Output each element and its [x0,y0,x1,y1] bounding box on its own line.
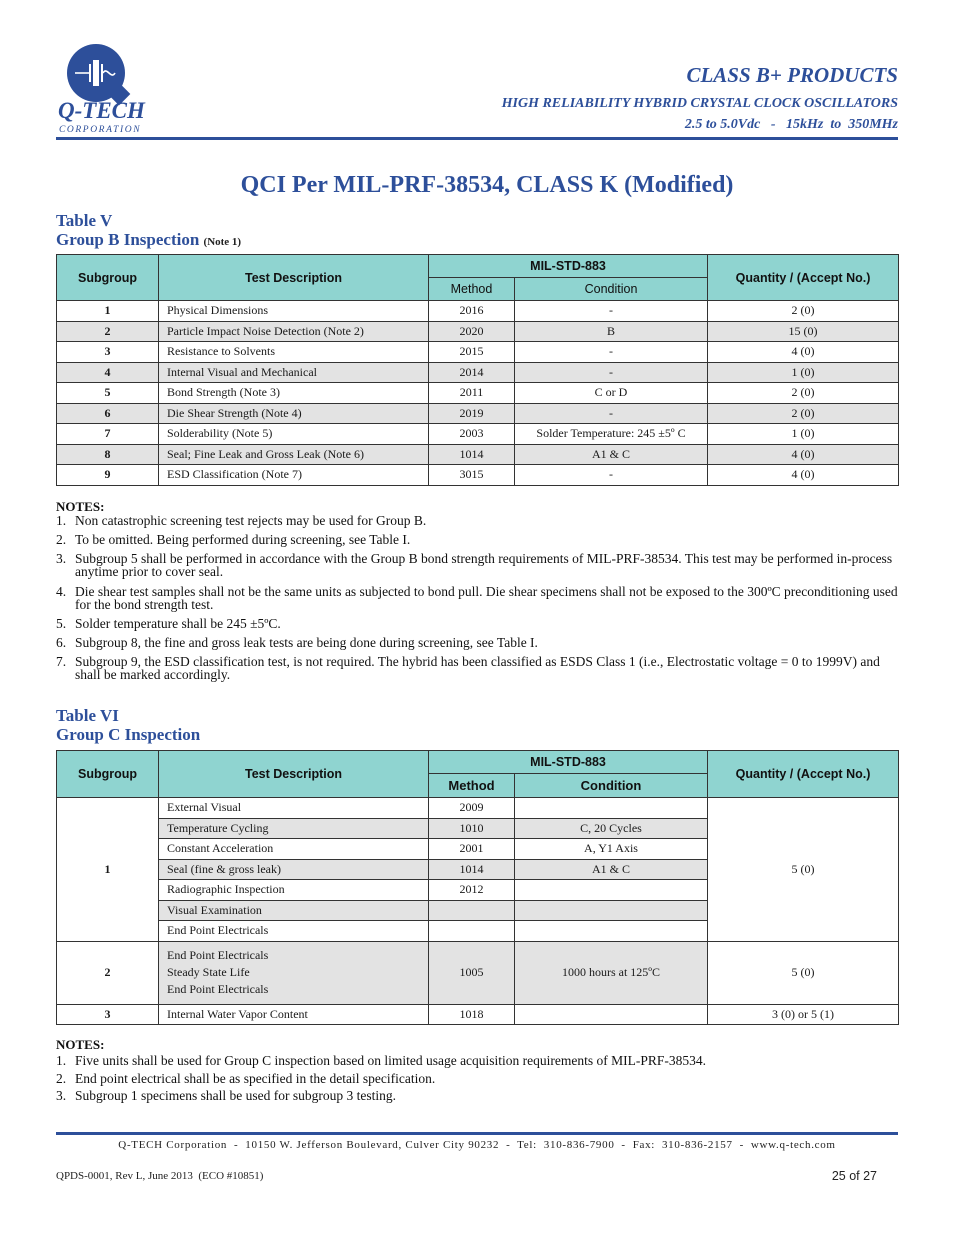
method-cell: 1014 [429,444,515,465]
method-cell: 2003 [429,424,515,445]
condition-cell: - [515,403,708,424]
test-line: End Point Electricals [167,948,269,962]
condition-cell [515,900,708,921]
subgroup-cell: 2 [57,941,159,1004]
logo-name: Q-TECH [58,98,145,123]
document-reference: QPDS-0001, Rev L, June 2013 (ECO #10851) [56,1170,264,1182]
condition-cell: - [515,301,708,322]
test-cell: Seal; Fine Leak and Gross Leak (Note 6) [159,444,429,465]
crystal-icon [67,44,125,102]
method-cell: 1005 [429,941,515,1004]
condition-cell: A, Y1 Axis [515,839,708,860]
table-vi-title: Group C Inspection [56,725,201,744]
note-text: Non catastrophic screening test rejects may be used for Group B. [75,513,427,528]
table-vi-label: Table VI [56,706,119,725]
test-cell: Resistance to Solvents [159,342,429,363]
test-line: End Point Electricals [167,982,269,996]
table-row [57,1004,899,1025]
subgroup-cell: 8 [57,444,159,465]
note-number: 1. [56,513,67,528]
quantity-cell: 15 (0) [708,321,899,342]
subgroup-cell: 5 [57,383,159,404]
logo-corporation: CORPORATION [59,125,142,135]
condition-cell: - [515,362,708,383]
test-cell: End Point Electricals [159,921,429,942]
note-text: Subgroup 8, the fine and gross leak tests are being done during screening, see Table I. [75,635,538,650]
table-row [57,321,899,342]
note-item [56,656,898,681]
table-row [57,342,899,363]
method-cell: 2020 [429,321,515,342]
header-rule [56,137,898,140]
method-cell: 1010 [429,818,515,839]
test-cell: Internal Visual and Mechanical [159,362,429,383]
subgroup-cell: 3 [57,342,159,363]
col-mil-std: MIL-STD-883 [429,255,708,278]
note-item [56,515,898,528]
method-cell: 2019 [429,403,515,424]
table-row [57,424,899,445]
quantity-cell: 4 (0) [708,465,899,486]
method-cell: 2015 [429,342,515,363]
test-cell: Internal Water Vapor Content [159,1004,429,1025]
note-item [56,618,898,631]
subgroup-cell: 1 [57,301,159,322]
table-row [57,798,899,819]
notes-heading: NOTES: [56,1037,105,1052]
col-test-description: Test Description [159,255,429,301]
table-row [57,362,899,383]
col-quantity: Quantity / (Accept No.) [708,255,899,301]
test-cell: ESD Classification (Note 7) [159,465,429,486]
note-number: 3. [56,551,67,566]
footer-address: Q-TECH Corporation - 10150 W. Jefferson Boulevard, Culver City 90232 - Tel: 310-836-7900 - Fax: 310-836-2157 - www.q-tech.com [118,1139,836,1151]
test-cell: Bond Strength (Note 3) [159,383,429,404]
condition-cell: - [515,465,708,486]
quantity-cell: 1 (0) [708,362,899,383]
col-subgroup: Subgroup [57,751,159,798]
col-condition: Condition [515,774,708,798]
method-cell: 2011 [429,383,515,404]
note-item [56,1055,898,1068]
subgroup-cell: 2 [57,321,159,342]
note-text: Subgroup 9, the ESD classification test, is not required. The hybrid has been classified as ESDS Class 1 (i.e., Electrostatic voltage = 0 to 1999V) and shall be marked accordingly. [75,654,880,682]
page-number: 25 of 27 [831,1169,877,1183]
condition-cell [515,1004,708,1025]
table-v-heading [56,230,241,250]
note-text: Solder temperature shall be 245 ±5ºC. [75,616,281,631]
method-cell: 2014 [429,362,515,383]
test-cell: Die Shear Strength (Note 4) [159,403,429,424]
method-cell: 2001 [429,839,515,860]
header-subtitle: HIGH RELIABILITY HYBRID CRYSTAL CLOCK OSCILLATORS [501,96,898,111]
quantity-cell: 2 (0) [708,383,899,404]
table-row [57,444,899,465]
note-item [56,1073,898,1086]
method-cell: 3015 [429,465,515,486]
test-cell: Radiographic Inspection [159,880,429,901]
test-cell: Visual Examination [159,900,429,921]
quantity-cell: 1 (0) [708,424,899,445]
note-number: 2. [56,532,67,547]
quantity-cell: 5 (0) [708,941,899,1004]
subgroup-cell: 4 [57,362,159,383]
notes-heading: NOTES: [56,499,105,514]
table-row [57,403,899,424]
col-quantity: Quantity / (Accept No.) [708,751,899,798]
note-number: 1. [56,1053,67,1068]
note-text: Five units shall be used for Group C inspection based on limited usage acquisition requirements of MIL-PRF-38534. [75,1053,707,1068]
note-text: Subgroup 1 specimens shall be used for subgroup 3 testing. [75,1088,396,1103]
subgroup-cell: 7 [57,424,159,445]
condition-cell: 1000 hours at 125ºC [515,941,708,1004]
method-cell [429,921,515,942]
method-cell: 1014 [429,859,515,880]
note-item [56,586,898,611]
col-condition: Condition [515,278,708,301]
note-text: Die shear test samples shall not be the same units as subjected to bond pull. Die shear specimens shall not be exposed to the 300ºC preconditioning used for the bond strength test. [75,584,898,612]
test-cell: Particle Impact Noise Detection (Note 2) [159,321,429,342]
subgroup-cell: 9 [57,465,159,486]
table-v-label: Table V [56,211,113,230]
quantity-cell: 2 (0) [708,403,899,424]
note-item [56,1090,898,1103]
condition-cell [515,880,708,901]
condition-cell [515,798,708,819]
note-number: 3. [56,1088,67,1103]
subgroup-cell: 6 [57,403,159,424]
test-cell: Temperature Cycling [159,818,429,839]
test-cell: Physical Dimensions [159,301,429,322]
note-number: 7. [56,654,67,669]
note-item [56,534,898,547]
table-row [57,383,899,404]
col-mil-std: MIL-STD-883 [429,751,708,774]
method-cell: 1018 [429,1004,515,1025]
quantity-cell: 3 (0) or 5 (1) [708,1004,899,1025]
condition-cell: C or D [515,383,708,404]
test-cell: External Visual [159,798,429,819]
condition-cell: A1 & C [515,444,708,465]
test-cell: Solderability (Note 5) [159,424,429,445]
footer-rule [56,1132,898,1135]
method-cell [429,900,515,921]
note-text: Subgroup 5 shall be performed in accordance with the Group B bond strength requirements of MIL-PRF-38534. This test may be performed in-process anytime prior to cover seal. [75,551,893,579]
col-method: Method [429,278,515,301]
test-cell [159,941,429,1004]
condition-cell: B [515,321,708,342]
note-number: 5. [56,616,67,631]
col-test-description: Test Description [159,751,429,798]
note-item [56,637,898,650]
header-spec-range: 2.5 to 5.0Vdc - 15kHz to 350MHz [684,117,898,132]
quantity-cell: 4 (0) [708,444,899,465]
condition-cell: Solder Temperature: 245 ±5º C [515,424,708,445]
quantity-cell: 2 (0) [708,301,899,322]
quantity-cell: 4 (0) [708,342,899,363]
table-row [57,941,899,1004]
page-title: QCI Per MIL-PRF-38534, CLASS K (Modified) [240,172,734,198]
group-b-table [56,254,899,486]
col-subgroup: Subgroup [57,255,159,301]
condition-cell: A1 & C [515,859,708,880]
col-method: Method [429,774,515,798]
note-text: To be omitted. Being performed during screening, see Table I. [75,532,411,547]
test-cell: Constant Acceleration [159,839,429,860]
test-line: Steady State Life [167,965,250,979]
condition-cell: C, 20 Cycles [515,818,708,839]
table-v-note-ref: (Note 1) [203,236,242,248]
note-number: 6. [56,635,67,650]
condition-cell [515,921,708,942]
header-title: CLASS B+ PRODUCTS [686,63,898,87]
condition-cell: - [515,342,708,363]
method-cell: 2016 [429,301,515,322]
table-v-title: Group B Inspection [56,230,200,249]
test-cell: Seal (fine & gross leak) [159,859,429,880]
method-cell: 2009 [429,798,515,819]
subgroup-cell: 3 [57,1004,159,1025]
table-row [57,465,899,486]
quantity-cell: 5 (0) [708,798,899,942]
note-number: 2. [56,1071,67,1086]
note-number: 4. [56,584,67,599]
method-cell: 2012 [429,880,515,901]
subgroup-cell: 1 [57,798,159,942]
note-item [56,553,898,578]
table-row [57,301,899,322]
group-c-table [56,750,899,1025]
note-text: End point electrical shall be as specified in the detail specification. [75,1071,436,1086]
